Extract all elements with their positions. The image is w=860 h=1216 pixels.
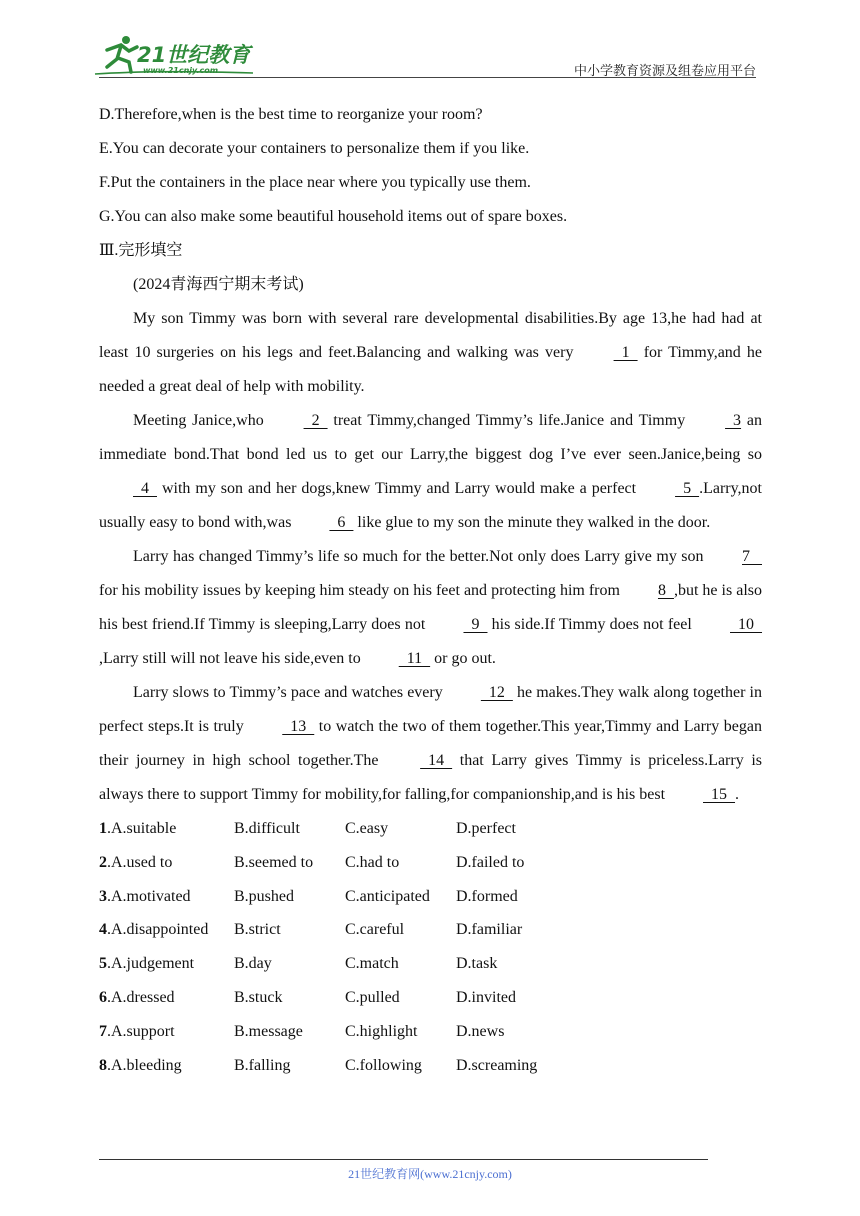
question-row: 3.A.motivated B.pushed C.anticipated D.formed [99, 887, 518, 905]
blank-15: 15 [703, 786, 736, 803]
document-body [99, 98, 762, 1082]
platform-name: 中小学教育资源及组卷应用平台 [573, 63, 756, 78]
footer-divider [99, 1159, 708, 1160]
question-row: 1.A.suitable B.difficult C.easy D.perfect [99, 820, 516, 837]
question-list [99, 812, 762, 1082]
blank-13: 13 [282, 718, 315, 735]
blank-12: 12 [480, 684, 513, 701]
blank-14: 14 [420, 752, 453, 769]
blank-3: 3 [725, 412, 742, 429]
blank-10: 10 [730, 616, 763, 633]
question-row: 5.A.judgement B.day C.match D.task [99, 955, 498, 973]
question-row: 4.A.disappointed B.strict C.careful D.familiar [99, 921, 523, 939]
question-row: 7.A.support B.message C.highlight D.news [99, 1022, 505, 1040]
header-divider [99, 77, 756, 78]
page-header [0, 0, 860, 80]
blank-6: 6 [329, 514, 354, 531]
paragraph-4: Larry slows to Timmy’s pace and watches every 12 he makes.They walk along together in perfect steps.It is truly 13 to watch the two of them together.This year,Timmy and Larry began their journey in high school together.The 14 that Larry gives Timmy is priceless.Larry is always there to support Timmy for mobility,for falling,for companionship,and is his best 15 . [99, 676, 762, 812]
logo-21cnjy [93, 34, 263, 78]
paragraph-1: My son Timmy was born with several rare developmental disabilities.By age 13,he had had at least 10 surgeries on his legs and feet.Balancing and walking was very 1 for Timmy,and he needed a great deal of help with mobility. [99, 310, 763, 395]
source-note: (2024青海西宁期末考试) [133, 276, 304, 293]
question-row: 8.A.bleeding B.falling C.following D.screaming [99, 1056, 538, 1074]
question-row: 6.A.dressed B.stuck C.pulled D.invited [99, 988, 516, 1006]
option-g: G.You can also make some beautiful household items out of spare boxes. [99, 208, 568, 225]
option-f: F.Put the containers in the place near where you typically use them. [99, 174, 531, 191]
blank-5: 5 [675, 480, 700, 497]
logo-text: 21世纪教育 [137, 43, 251, 67]
blank-8: 8 [657, 582, 674, 599]
paragraph-3: Larry has changed Timmy’s life so much for the better.Not only does Larry give my son 7 for his mobility issues by keeping him steady on his feet and protecting him from 8 ,but he is also his best friend.If Timmy is sleeping,Larry does not 9 his side.If Timmy does not feel 10 ,Larry still will not leave his side,even to 11 or go out. [99, 540, 762, 676]
option-e: E.You can decorate your containers to personalize them if you like. [99, 140, 530, 157]
blank-1: 1 [613, 344, 638, 361]
section-title: Ⅲ.完形填空 [99, 242, 183, 259]
blank-11: 11 [398, 650, 431, 667]
paragraph-2: Meeting Janice,who 2 treat Timmy,changed Timmy’s life.Janice and Timmy 3 an immediate bond.That bond led us to get our Larry,the biggest dog I’ve ever seen.Janice,being so 4 with my son and her dogs,knew Timmy and Larry would make a perfect 5 .Larry,not usually easy to bond with,was 6 like glue to my son the minute they walked in the door. [99, 404, 762, 540]
option-d: D.Therefore,when is the best time to reorganize your room? [99, 106, 483, 123]
blank-9: 9 [463, 616, 488, 633]
footer-link: 21世纪教育网(www.21cnjy.com) [348, 1167, 512, 1181]
logo-url: www.21cnjy.com [143, 66, 219, 75]
blank-4: 4 [133, 480, 157, 497]
blank-7: 7 [742, 548, 762, 565]
blank-2: 2 [303, 412, 328, 429]
question-row: 2.A.used to B.seemed to C.had to D.failed to [99, 853, 525, 871]
